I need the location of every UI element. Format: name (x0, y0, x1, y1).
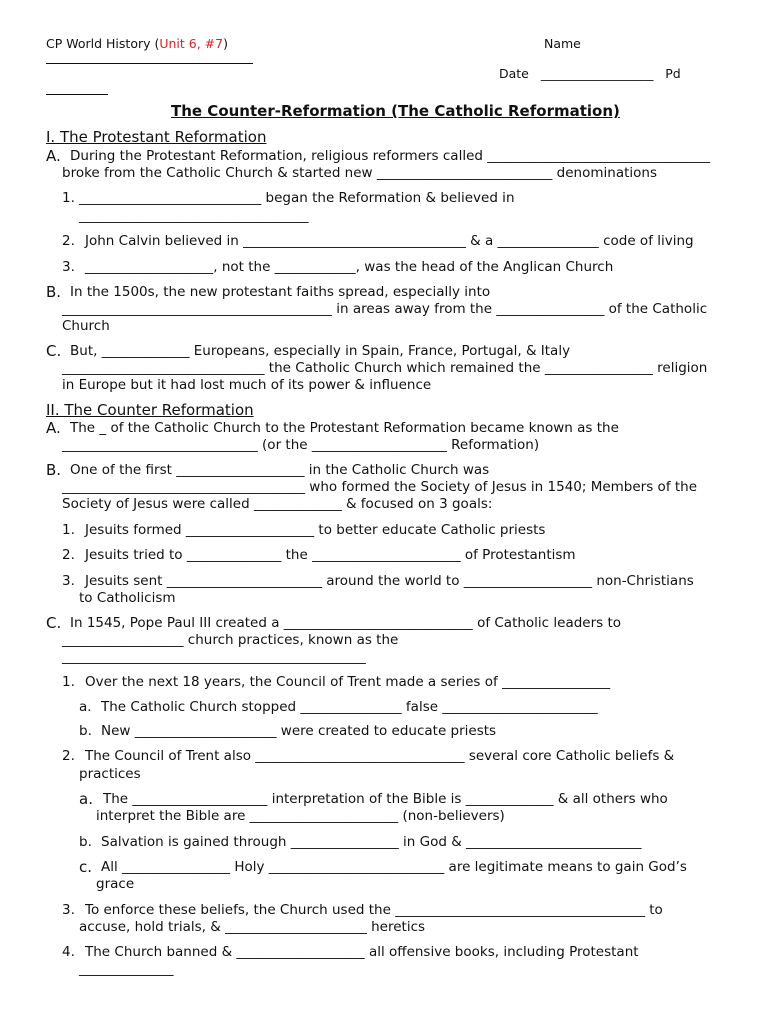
s2-b1-text: Jesuits formed ___________________ to better educate Catholic priests (85, 522, 546, 538)
s2-c1b-letter: b. (79, 723, 92, 739)
s2-b-line1: One of the first ___________________ in the Catholic Church was (70, 462, 490, 478)
s2-c1-num: 1. (62, 674, 75, 690)
s1-a3-num: 3. (62, 259, 75, 275)
s1-a-line1: During the Protestant Reformation, religious reformers called _________________________________ (70, 148, 710, 164)
s1-c-line3: in Europe but it had lost much of its power & influence (62, 377, 432, 393)
s1-a3-text: ___________________, not the ____________, was the head of the Anglican Church (85, 259, 614, 275)
s2-a-line2: _____________________________ (or the ____________________ Reformation) (62, 437, 540, 453)
date-row (499, 66, 681, 82)
s1-a1-line1: ___________________________ began the Reformation & believed in (79, 190, 515, 206)
s2-c-line2: __________________ church practices, known as the (62, 632, 399, 648)
pd-blank-line (46, 94, 108, 95)
s2-c1-text: Over the next 18 years, the Council of Trent made a series of ________________ (85, 674, 611, 690)
s2-c3-line2: accuse, hold trials, & _____________________ heretics (79, 919, 426, 935)
course-label (46, 36, 228, 52)
s2-c4-line2: ______________ (79, 961, 174, 977)
s2-c1a-text: The Catholic Church stopped _______________ false _______________________ (101, 699, 598, 715)
date-blank: __________________ (540, 66, 654, 81)
s2-c2a-line2: interpret the Bible are ______________________ (non-believers) (96, 808, 505, 824)
s2-c2b-text: Salvation is gained through ________________ in God & __________________________ (101, 834, 642, 850)
s1-b-line1: In the 1500s, the new protestant faiths spread, especially into (70, 284, 491, 300)
s2-c2c-line1: All ________________ Holy __________________________ are legitimate means to gain God’s (101, 859, 687, 875)
s1-b-line3: Church (62, 318, 110, 334)
s2-c2a-line1: The ____________________ interpretation of the Bible is _____________ & all others who (103, 791, 668, 807)
s2-c2c-letter: c. (79, 858, 93, 876)
s2-c2-num: 2. (62, 748, 75, 764)
s2-c4-num: 4. (62, 944, 75, 960)
course-suffix: ) (223, 36, 228, 51)
course-prefix: CP World History ( (46, 36, 160, 51)
s2-b3-line2: to Catholicism (79, 590, 176, 606)
s2-a-letter: A. (46, 419, 61, 437)
page-title: The Counter-Reformation (The Catholic Reformation) (171, 102, 620, 120)
s2-b1-num: 1. (62, 522, 75, 538)
s2-c2c-line2: grace (96, 876, 135, 892)
name-label: Name (544, 36, 581, 51)
s1-c-line1: But, _____________ Europeans, especially in Spain, France, Portugal, & Italy (70, 343, 571, 359)
s2-c2-line2: practices (79, 766, 141, 782)
s2-c-line3: _____________________________________________ (62, 649, 366, 665)
section-1-heading: I. The Protestant Reformation (46, 128, 267, 146)
s2-c3-line1: To enforce these beliefs, the Church used the _____________________________________ to (85, 902, 663, 918)
s2-c4-line1: The Church banned & ___________________ all offensive books, including Protestant (85, 944, 639, 960)
s2-c2b-letter: b. (79, 834, 92, 850)
s1-b-line2: ________________________________________ in areas away from the ________________ of the Catholic (62, 301, 708, 317)
s1-c-letter: C. (46, 342, 62, 360)
s2-b3-num: 3. (62, 573, 75, 589)
s1-a-letter: A. (46, 147, 61, 165)
s1-a1-num: 1. (62, 190, 75, 206)
s1-a1-line2: __________________________________ (79, 208, 309, 224)
s1-a2-num: 2. (62, 233, 75, 249)
s2-c1b-text: New _____________________ were created to educate priests (101, 723, 497, 739)
s2-b2-num: 2. (62, 547, 75, 563)
s2-c2a-letter: a. (79, 790, 93, 808)
s2-b3-line1: Jesuits sent _______________________ around the world to ___________________ non-Christians (85, 573, 694, 589)
s2-b-letter: B. (46, 461, 62, 479)
s1-a2-text: John Calvin believed in _________________________________ & a _______________ code of living (85, 233, 694, 249)
s2-c2-line1: The Council of Trent also _______________________________ several core Catholic beliefs & (85, 748, 675, 764)
s2-b2-text: Jesuits tried to ______________ the ______________________ of Protestantism (85, 547, 576, 563)
s1-c-line2: ______________________________ the Catholic Church which remained the ________________ religion (62, 360, 708, 376)
name-blank-line (46, 63, 253, 64)
s1-a-line2: broke from the Catholic Church & started new __________________________ denominations (62, 165, 657, 181)
section-2-heading: II. The Counter Reformation (46, 401, 254, 419)
s2-a-line1: The _ of the Catholic Church to the Protestant Reformation became known as the (70, 420, 619, 436)
s2-c1a-letter: a. (79, 699, 92, 715)
s2-c-line1: In 1545, Pope Paul III created a ____________________________ of Catholic leaders to (70, 615, 622, 631)
s1-b-letter: B. (46, 283, 62, 301)
pd-label: Pd (665, 66, 681, 81)
s2-b-line2: ____________________________________ who formed the Society of Jesus in 1540; Members of the (62, 479, 698, 495)
unit-label: Unit 6, #7 (159, 36, 224, 51)
s2-c3-num: 3. (62, 902, 75, 918)
date-label: Date (499, 66, 529, 81)
s2-c-letter: C. (46, 614, 62, 632)
s2-b-line3: Society of Jesus were called _____________ & focused on 3 goals: (62, 496, 493, 512)
